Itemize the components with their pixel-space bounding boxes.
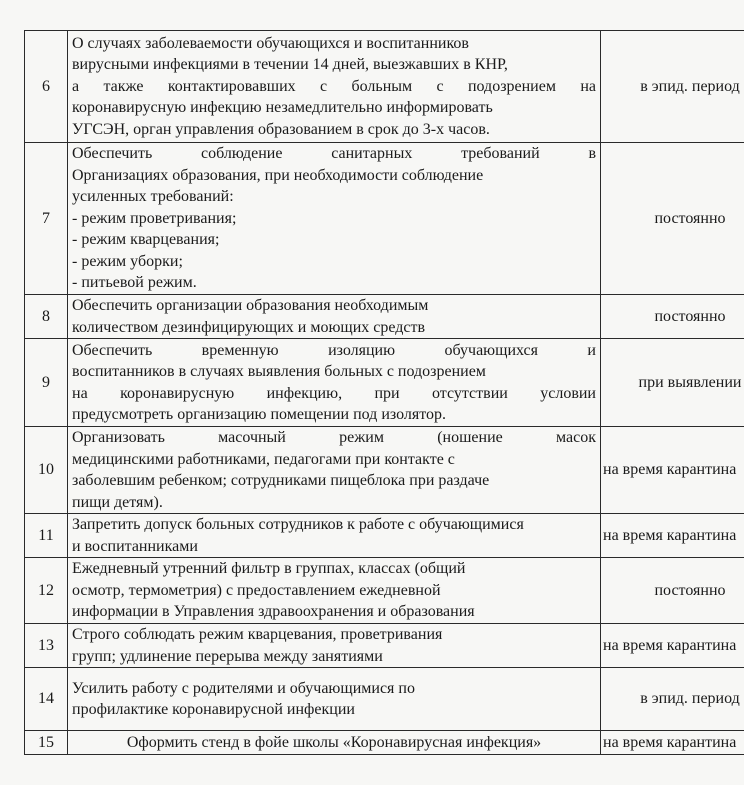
- description-line: профилактике коронавирусной инфекции: [72, 701, 355, 718]
- table-row: [25, 143, 744, 295]
- measure-deadline: постоянно: [601, 143, 744, 295]
- description-line: Организовать масочный режим (ношение масок: [72, 429, 596, 446]
- measure-description: [68, 427, 601, 514]
- measure-description: [68, 558, 601, 624]
- measure-description: [68, 731, 601, 755]
- description-line: Ежедневный утренний фильтр в группах, классах (общий: [72, 560, 466, 578]
- measure-deadline: в эпид. период: [601, 31, 744, 143]
- row-number: 8: [25, 295, 68, 339]
- description-line: - питьевой режим.: [72, 274, 197, 292]
- description-line: Организациях образования, при необходимости соблюдение: [72, 166, 484, 184]
- description-line: вирусными инфекциями в течении 14 дней, выезжавших в КНР,: [72, 56, 508, 74]
- description-line: Усилить работу с родителями и обучающимися по: [72, 679, 415, 697]
- description-line: УГСЭН, орган управления образованием в срок до 3-х часов.: [72, 120, 490, 138]
- measure-deadline: постоянно: [601, 295, 744, 339]
- measure-description: [68, 668, 601, 731]
- description-line: Строго соблюдать режим кварцевания, проветривания: [72, 626, 443, 643]
- measure-description: [68, 514, 601, 558]
- measure-deadline: постоянно: [601, 558, 744, 624]
- description-line: групп; удлинение перерыва между занятиями: [72, 647, 383, 665]
- measure-deadline: на время карантина: [601, 731, 744, 755]
- description-line: и воспитанниками: [72, 537, 198, 555]
- measure-description: [68, 143, 601, 295]
- description-line: заболевшим ребенком; сотрудниками пищеблока при раздаче: [72, 472, 490, 489]
- table-row: [25, 339, 744, 427]
- measure-deadline: при выявлении: [601, 339, 744, 427]
- description-line: Запретить допуск больных сотрудников к работе с обучающимися: [72, 516, 524, 533]
- measure-deadline: на время карантина: [601, 624, 744, 668]
- table-row: [25, 668, 744, 731]
- description-line: воспитанников в случаях выявления больных с подозрением: [72, 363, 486, 380]
- measure-deadline: в эпид. период: [601, 668, 744, 731]
- description-line: - режим кварцевания;: [72, 231, 220, 249]
- table-row: [25, 558, 744, 624]
- description-line: на коронавирусную инфекцию, при отсутствии условии: [72, 384, 596, 402]
- description-line: Обеспечить временную изоляцию обучающихся и: [72, 341, 596, 359]
- description-line: усиленных требований:: [72, 188, 234, 206]
- table-row: [25, 295, 744, 339]
- description-line: количеством дезинфицирующих и моющих средств: [72, 318, 426, 336]
- row-number: 6: [25, 31, 68, 143]
- description-line: медицинскими работниками, педагогами при контакте с: [72, 450, 455, 468]
- description-line: а также контактировавших с больным с подозрением на: [72, 77, 596, 95]
- table-row: [25, 624, 744, 668]
- measure-description: [68, 624, 601, 668]
- description-line: осмотр, термометрия) с предоставлением ежедневной: [72, 581, 441, 599]
- measure-deadline: на время карантина: [601, 427, 744, 514]
- row-number: 7: [25, 143, 68, 295]
- description-line: информации в Управления здравоохранения и образования: [72, 603, 475, 621]
- row-number: 10: [25, 427, 68, 514]
- measure-deadline: на время карантина: [601, 514, 744, 558]
- description-line: пищи детям).: [72, 493, 163, 511]
- measure-description: [68, 339, 601, 427]
- description-line: - режим проветривания;: [72, 209, 237, 227]
- row-number: 12: [25, 558, 68, 624]
- row-number: 9: [25, 339, 68, 427]
- description-line: - режим уборки;: [72, 252, 183, 270]
- row-number: 15: [25, 731, 68, 755]
- table-row: [25, 514, 744, 558]
- measures-table: [24, 30, 744, 755]
- description-line: Обеспечить соблюдение санитарных требований в: [72, 145, 596, 163]
- measures-table-body: [25, 31, 744, 755]
- measure-description: [68, 31, 601, 143]
- table-row: [25, 31, 744, 143]
- description-line: коронавирусную инфекцию незамедлительно информировать: [72, 99, 493, 117]
- description-line: Оформить стенд в фойе школы «Коронавирусная инфекция»: [126, 733, 542, 751]
- measure-description: [68, 295, 601, 339]
- description-line: О случаях заболеваемости обучающихся и воспитанников: [72, 34, 469, 52]
- table-row: [25, 731, 744, 755]
- row-number: 11: [25, 514, 68, 558]
- row-number: 14: [25, 668, 68, 731]
- table-row: [25, 427, 744, 514]
- row-number: 13: [25, 624, 68, 668]
- description-line: предусмотреть организацию помещении под изолятор.: [72, 406, 447, 423]
- description-line: Обеспечить организации образования необходимым: [72, 297, 429, 314]
